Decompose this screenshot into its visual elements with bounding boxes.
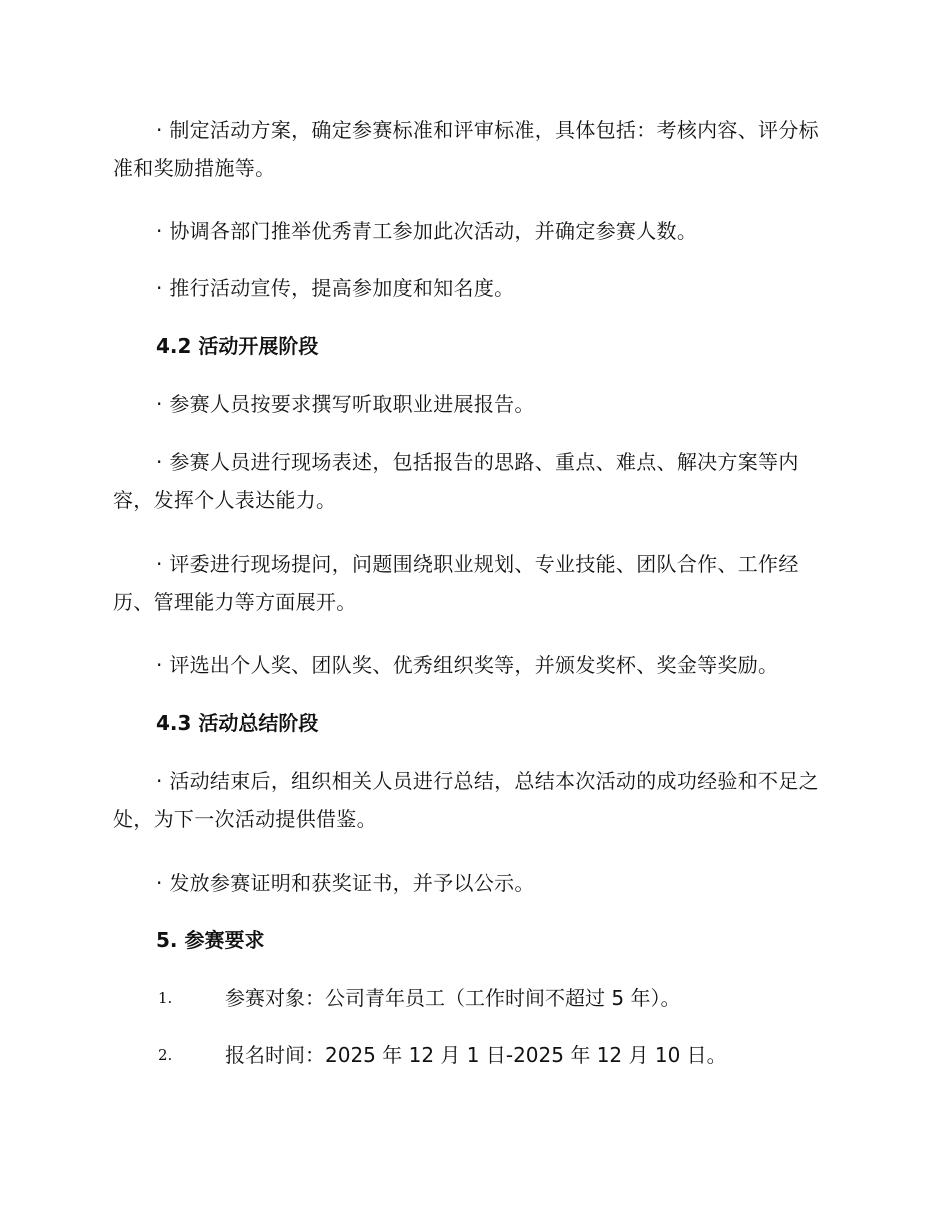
paragraph-report: · 参赛人员按要求撰写听取职业进展报告。: [156, 392, 535, 416]
paragraph-certificates: · 发放参赛证明和获奖证书，并予以公示。: [156, 871, 535, 895]
list-text: 参赛对象：公司青年员工（工作时间不超过 5 年）。: [225, 986, 681, 1010]
paragraph-promotion: · 推行活动宣传，提高参加度和知名度。: [156, 276, 515, 300]
list-text: 报名时间：2025 年 12 月 1 日-2025 年 12 月 10 日。: [225, 1043, 727, 1067]
list-number: 1.: [158, 989, 173, 1007]
section-heading-4-2: 4.2 活动开展阶段: [156, 334, 319, 358]
paragraph-plan: · 制定活动方案，确定参赛标准和评审标准，具体包括：考核内容、评分标准和奖励措施等。: [113, 118, 819, 180]
section-heading-4-3: 4.3 活动总结阶段: [156, 711, 319, 735]
paragraph-presentation: · 参赛人员进行现场表述，包括报告的思路、重点、难点、解决方案等内容，发挥个人表达能力。: [113, 450, 799, 512]
section-heading-5: 5. 参赛要求: [156, 928, 265, 952]
paragraph-awards: · 评选出个人奖、团队奖、优秀组织奖等，并颁发奖杯、奖金等奖励。: [156, 653, 779, 677]
list-number: 2.: [158, 1046, 173, 1064]
paragraph-questions: · 评委进行现场提问，问题围绕职业规划、专业技能、团队合作、工作经历、管理能力等方面展开。: [113, 552, 799, 614]
paragraph-summary: · 活动结束后，组织相关人员进行总结，总结本次活动的成功经验和不足之处，为下一次活动提供借鉴。: [113, 769, 819, 831]
paragraph-coordinate: · 协调各部门推举优秀青工参加此次活动，并确定参赛人数。: [156, 219, 698, 243]
